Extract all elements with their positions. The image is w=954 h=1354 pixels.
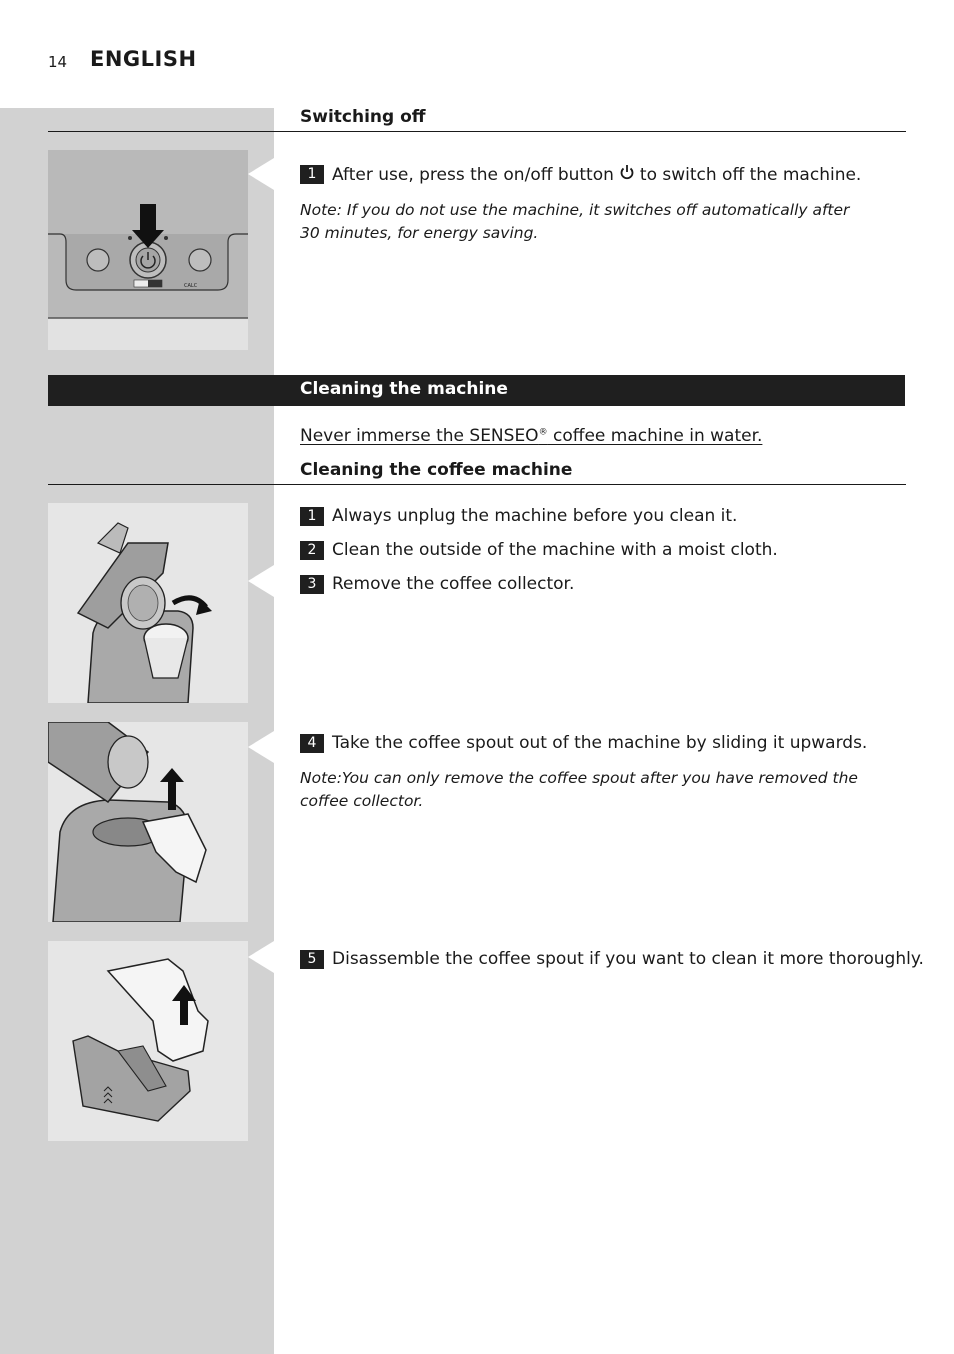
section-bar-cleaning [48, 375, 905, 406]
step-number: 5 [300, 950, 324, 969]
step-text: Remove the coffee collector. [332, 574, 575, 594]
step-number: 1 [300, 507, 324, 526]
step-3-remove-collector [300, 574, 574, 594]
pointer-arrow [248, 565, 274, 597]
illustration-remove-spout [48, 722, 248, 922]
warning-text: Never immerse the SENSEO [300, 426, 539, 446]
step-1-switch-off [300, 164, 861, 185]
pointer-arrow [248, 158, 274, 190]
note-remove-spout [300, 767, 860, 813]
note-line: Note:You can only remove the coffee spout after you have removed the [300, 769, 858, 787]
page-number: 14 [48, 53, 68, 71]
section-rule [48, 484, 906, 485]
step-4-remove-spout [300, 733, 867, 753]
step-text-after: to switch off the machine. [639, 164, 862, 185]
step-number: 3 [300, 575, 324, 594]
subtitle-cleaning-coffee-machine: Cleaning the coffee machine [300, 460, 573, 480]
note-auto-off [300, 199, 860, 245]
step-number: 2 [300, 541, 324, 560]
warning-never-immerse [300, 426, 762, 446]
power-icon [620, 164, 634, 185]
step-text: After use, press the on/off button [332, 164, 614, 185]
note-line: Note: If you do not use the machine, it switches off automatically after [300, 201, 850, 219]
step-2-clean-outside [300, 540, 778, 560]
step-text: Always unplug the machine before you clean it. [332, 506, 738, 526]
section-rule [48, 131, 906, 132]
step-1-unplug [300, 506, 737, 526]
step-text: Take the coffee spout out of the machine by sliding it upwards. [332, 733, 868, 753]
section-bar-title: Cleaning the machine [300, 379, 508, 399]
illustration-remove-collector [48, 503, 248, 703]
note-line: coffee collector. [300, 792, 424, 810]
section-title-switching-off: Switching off [300, 107, 426, 127]
warning-text-end: coffee machine in water. [547, 426, 763, 446]
step-number: 1 [300, 165, 324, 184]
registered-mark: ® [538, 427, 548, 438]
illustration-power-button [48, 150, 248, 350]
step-text: Disassemble the coffee spout if you want to clean it more thoroughly. [332, 949, 924, 969]
page-language-title: ENGLISH [90, 47, 197, 71]
pointer-arrow [248, 941, 274, 973]
step-number: 4 [300, 734, 324, 753]
note-line: 30 minutes, for energy saving. [300, 224, 539, 242]
step-5-disassemble-spout [300, 949, 924, 969]
step-text: Clean the outside of the machine with a moist cloth. [332, 540, 778, 560]
svg-text:CALC: CALC [184, 283, 198, 289]
illustration-disassemble-spout [48, 941, 248, 1141]
pointer-arrow [248, 731, 274, 763]
